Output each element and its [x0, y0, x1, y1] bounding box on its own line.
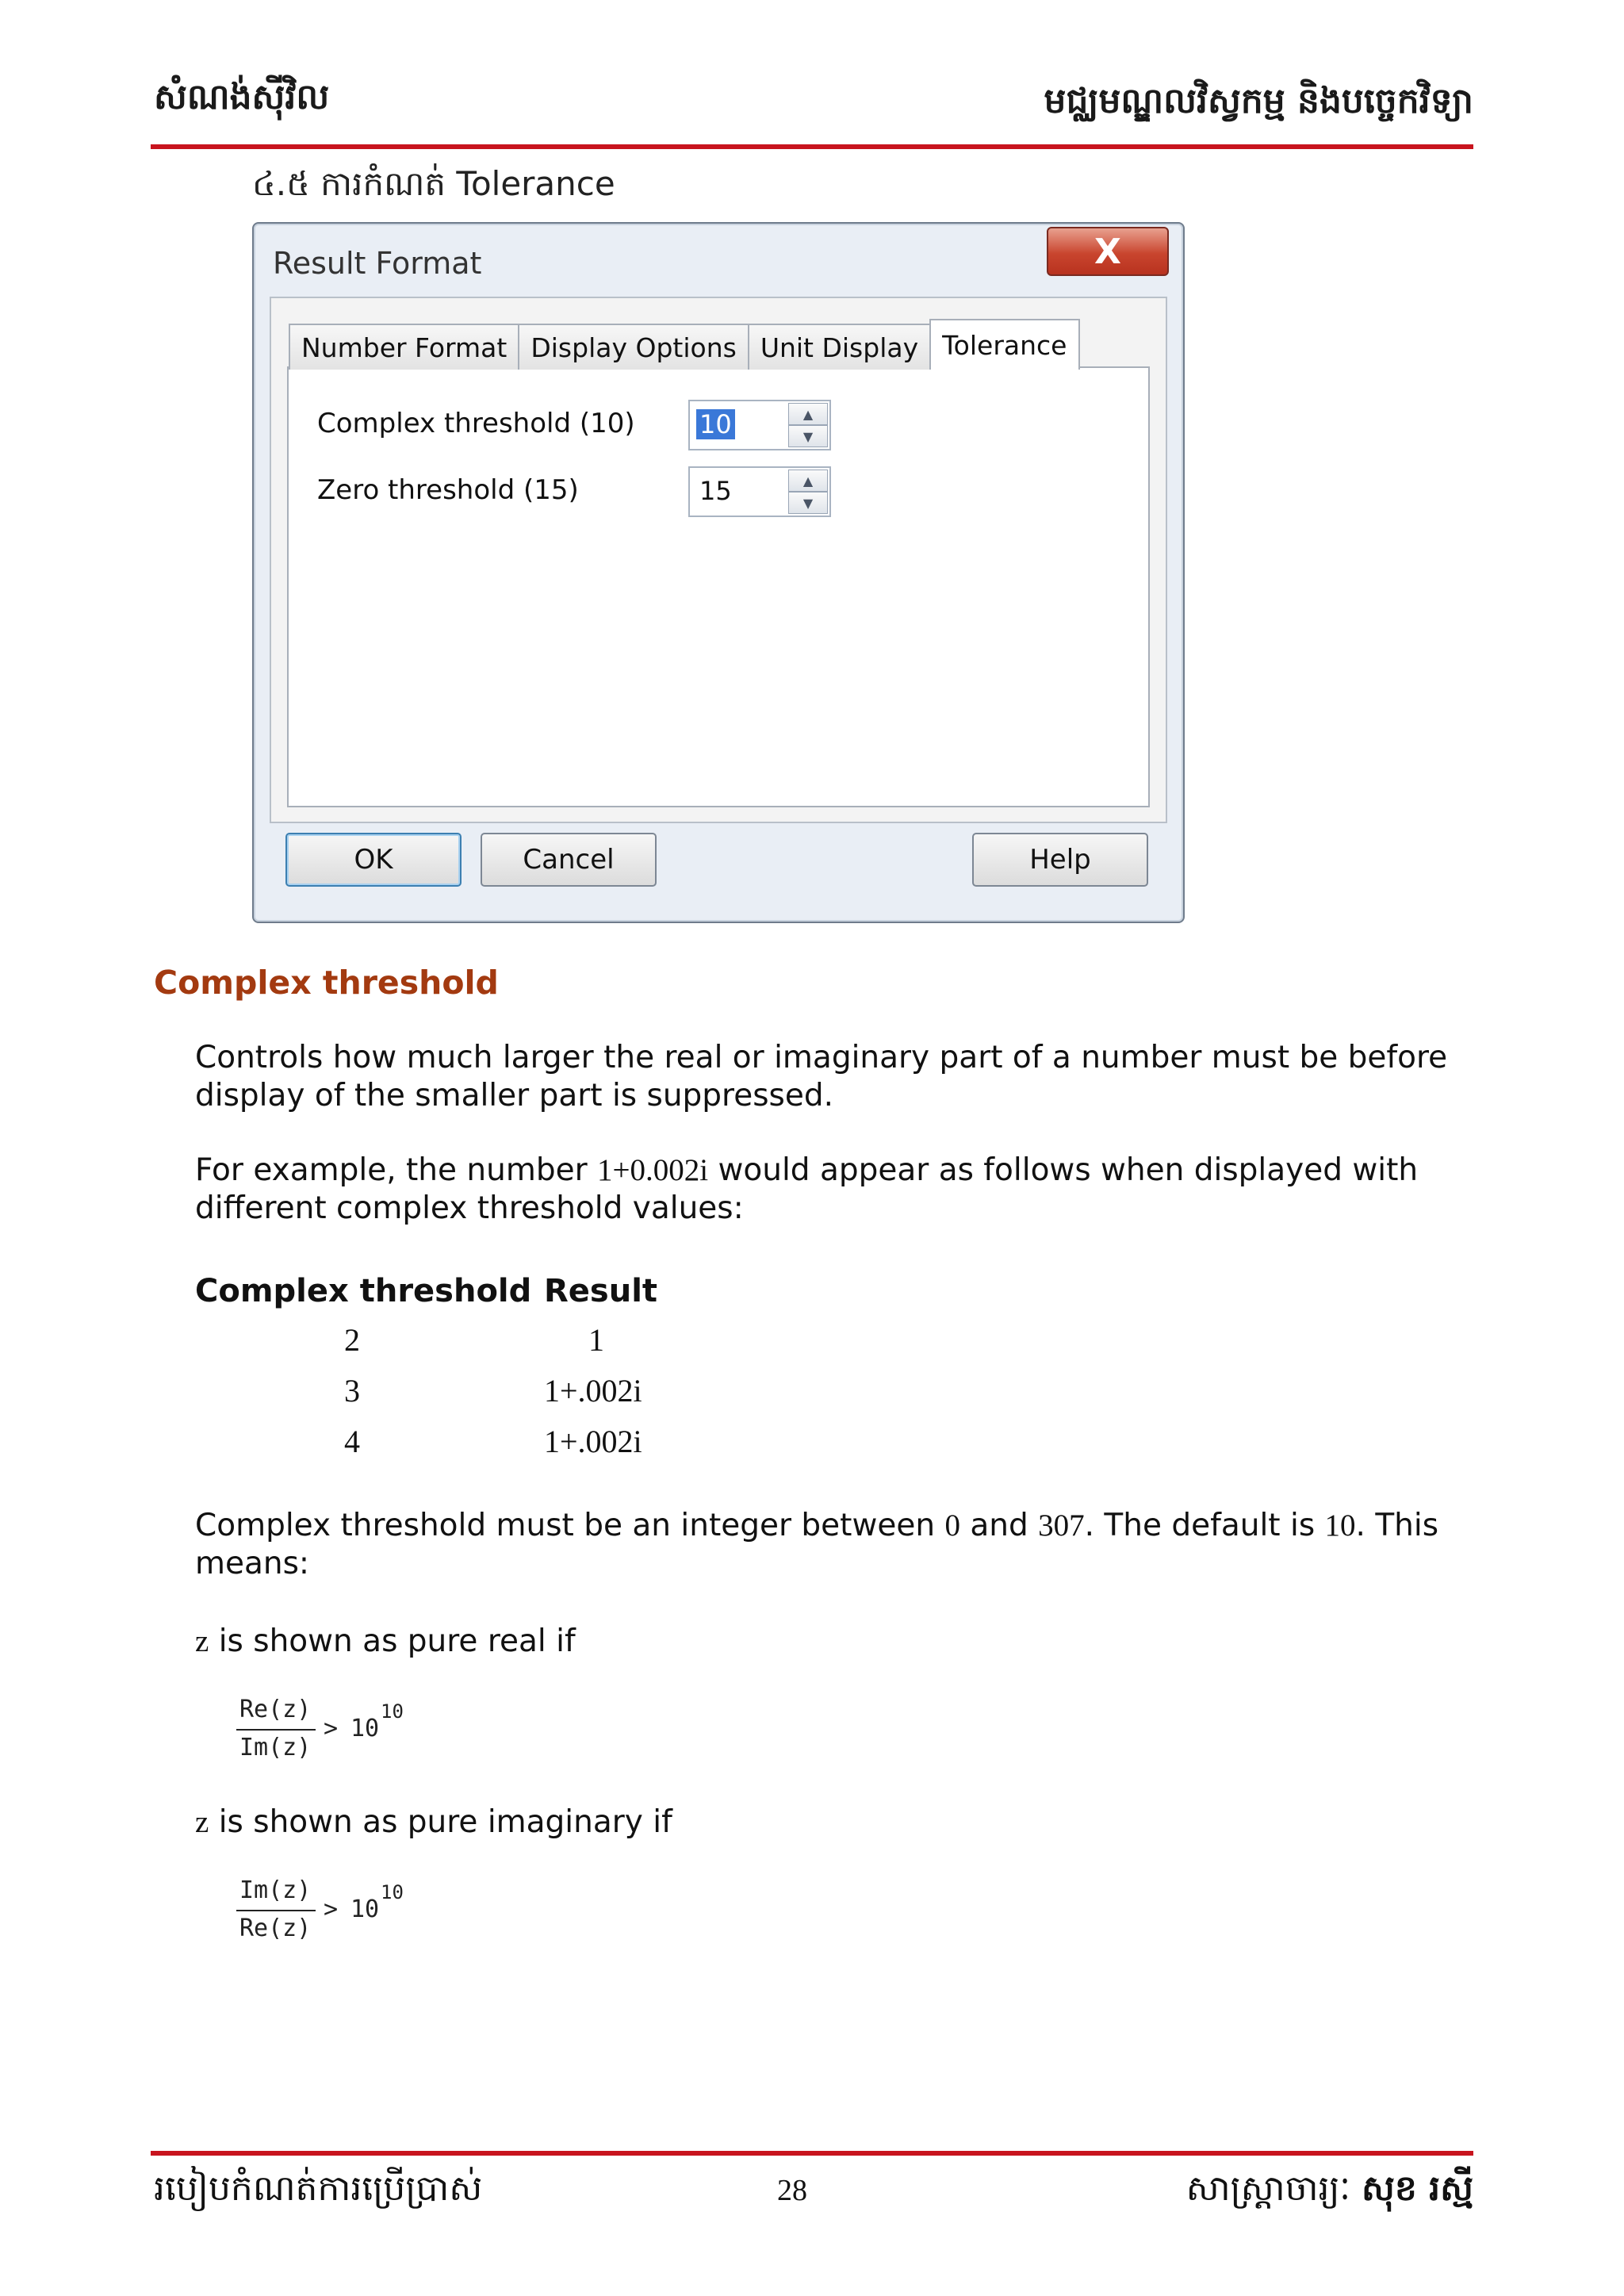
- paragraph-range: Complex threshold must be an integer between 0 and 307. The default is 10. This means:: [195, 1508, 1439, 1581]
- table-header-result: Result: [544, 1273, 658, 1309]
- table-header-threshold: Complex threshold: [195, 1273, 532, 1309]
- footer-author: សាស្ត្រាចារ្យៈ សុខ រស្មី: [1185, 2168, 1473, 2209]
- tab-number-format[interactable]: Number Format: [289, 324, 519, 370]
- paragraph-example: For example, the number 1+0.002i would appear as follows when displayed with different complex threshold values:: [195, 1152, 1419, 1226]
- zero-threshold-stepper[interactable]: [688, 466, 831, 517]
- zero-threshold-input[interactable]: 15: [699, 476, 732, 506]
- complex-threshold-label: Complex threshold (10): [317, 408, 635, 439]
- complex-threshold-heading: Complex threshold: [154, 964, 499, 1002]
- zero-threshold-label: Zero threshold (15): [317, 474, 579, 506]
- tab-strip: [289, 319, 1078, 368]
- example-number: 1+0.002i: [597, 1153, 709, 1187]
- tab-display-options[interactable]: Display Options: [518, 324, 749, 370]
- tab-tolerance[interactable]: Tolerance: [929, 319, 1079, 370]
- cancel-button[interactable]: Cancel: [481, 833, 657, 887]
- complex-threshold-input[interactable]: 10: [696, 409, 735, 439]
- table-cell: 3: [344, 1373, 360, 1409]
- table-cell: 2: [344, 1322, 360, 1358]
- header-right-title: មជ្ឈមណ្ឌលវិស្វកម្ម និងបច្ចេកវិទ្យា: [1044, 81, 1473, 121]
- close-button[interactable]: [1047, 227, 1169, 276]
- footer-left-text: របៀបកំណត់ការប្រើប្រាស់: [154, 2168, 483, 2209]
- table-cell: 1+.002i: [544, 1424, 642, 1459]
- table-cell: 1: [588, 1322, 604, 1358]
- complex-threshold-stepper[interactable]: [688, 400, 831, 450]
- section-heading: ៤.៥ ការកំណត់ Tolerance: [252, 164, 615, 203]
- tab-unit-display[interactable]: Unit Display: [748, 324, 931, 370]
- pure-imaginary-line: z is shown as pure imaginary if: [195, 1804, 672, 1840]
- help-button[interactable]: Help: [972, 833, 1148, 887]
- header-left-title: សំណង់ស៊ីវិល: [154, 77, 330, 117]
- increment-arrow-icon[interactable]: ▲: [788, 470, 828, 492]
- close-icon: X: [1094, 231, 1121, 272]
- page-number: 28: [777, 2174, 807, 2207]
- decrement-arrow-icon[interactable]: ▼: [788, 425, 828, 447]
- result-format-dialog: [252, 222, 1185, 923]
- paragraph-intro: Controls how much larger the real or imaginary part of a number must be before display of the smaller part is suppressed.: [195, 1040, 1448, 1114]
- pure-real-line: z is shown as pure real if: [195, 1623, 576, 1659]
- increment-arrow-icon[interactable]: ▲: [788, 403, 828, 425]
- table-cell: 4: [344, 1424, 360, 1459]
- decrement-arrow-icon[interactable]: ▼: [788, 492, 828, 514]
- table-cell: 1+.002i: [544, 1373, 642, 1409]
- header-rule: [151, 144, 1473, 149]
- dialog-title: Result Format: [273, 246, 482, 281]
- ok-button[interactable]: OK: [285, 833, 462, 887]
- footer-rule: [151, 2151, 1473, 2156]
